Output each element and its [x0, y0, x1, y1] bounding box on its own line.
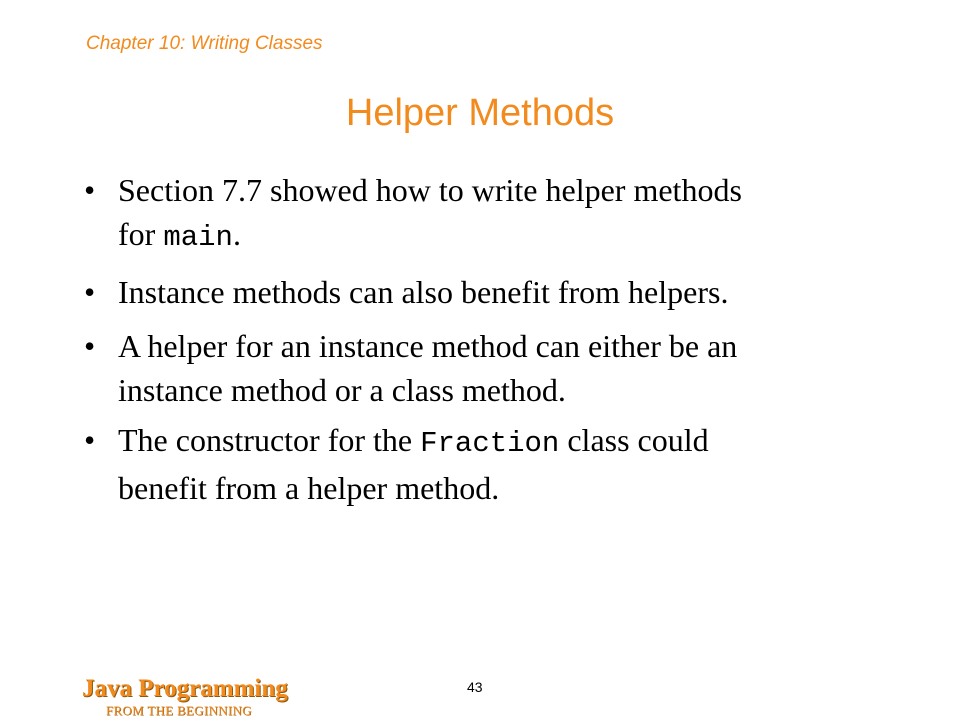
bullet-line-suffix: class could: [559, 422, 709, 458]
chapter-header: Chapter 10: Writing Classes: [86, 33, 323, 54]
bullet-text: [118, 418, 709, 510]
bullet-line: Section 7.7 showed how to write helper methods: [118, 172, 742, 208]
bullet-line-prefix: The constructor for the: [118, 422, 421, 458]
brand-subtitle: FROM THE BEGINNING: [106, 703, 252, 718]
bullet-line: Instance methods can also benefit from helpers.: [118, 274, 729, 310]
bullet-marker: •: [84, 172, 96, 208]
bullet-line: instance method or a class method.: [118, 372, 566, 408]
code-text: Fraction: [420, 427, 560, 460]
bullet-line-prefix: for: [118, 216, 164, 252]
footer-brand-logo: [82, 674, 307, 718]
bullet-text: [118, 324, 737, 412]
bullet-line: benefit from a helper method.: [118, 470, 500, 506]
bullet-text: [118, 270, 728, 314]
bullet-marker: •: [84, 328, 96, 364]
bullet-marker: •: [84, 422, 96, 458]
slide-title: Helper Methods: [345, 92, 615, 134]
bullet-line-suffix: .: [232, 216, 241, 252]
bullet-line: A helper for an instance method can either be an: [118, 328, 738, 364]
brand-title: Java Programming: [82, 675, 288, 702]
bullet-text: [118, 168, 742, 260]
page-number: 43: [467, 679, 483, 695]
bullet-marker: •: [84, 274, 96, 310]
code-text: main: [163, 221, 233, 254]
